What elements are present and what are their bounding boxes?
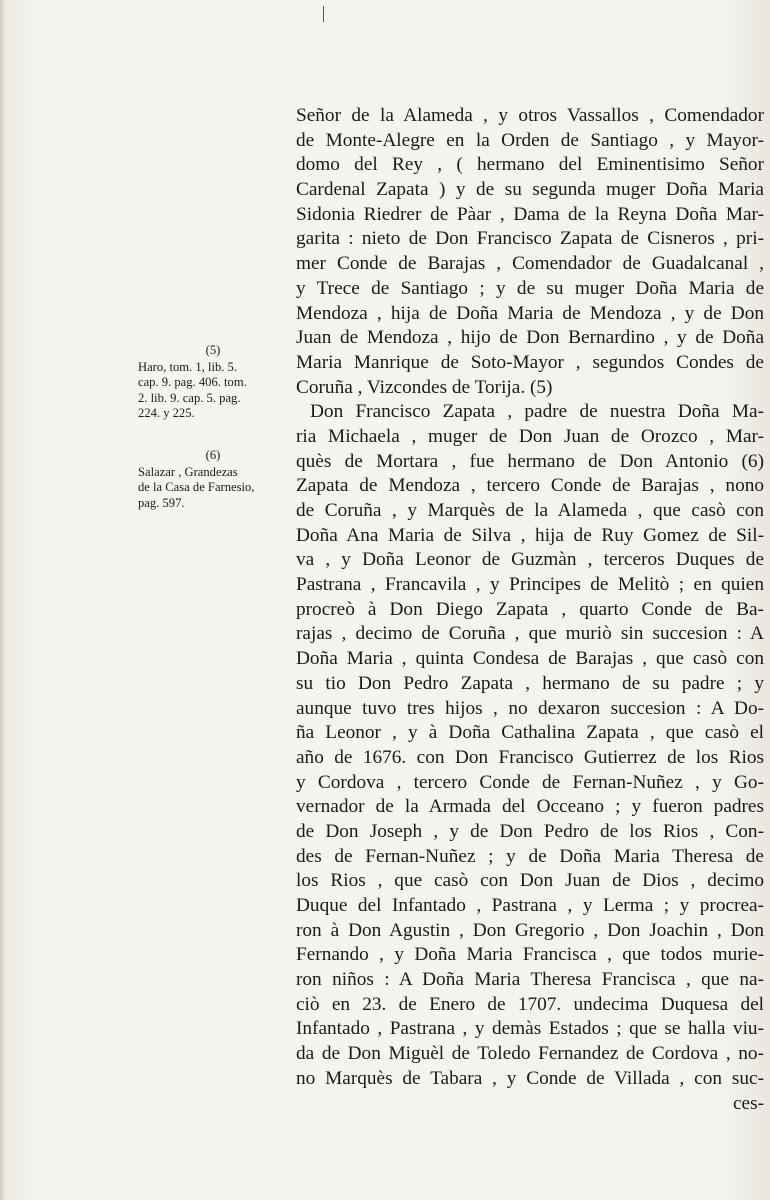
text-line: Pastrana , Francavila , y Principes de Melitò ; en quien [296, 574, 764, 596]
note-line: cap. 9. pag. 406. tom. [138, 375, 247, 389]
note-number: (5) [205, 343, 221, 357]
text-line: Coruña , Vizcondes de Torija. (5) [296, 376, 553, 398]
text-line: Señor de la Alameda , y otros Vassallos , Comendador [296, 105, 764, 126]
text-line: ña Leonor , y à Doña Cathalina Zapata , que casò el [296, 722, 764, 744]
note-line: 224. y 225. [138, 406, 195, 420]
text-line: Doña Maria , quinta Condesa de Barajas , que casò con [296, 648, 764, 670]
text-line: aunque tuvo tres hijos , no dexaron succesion : A Do- [296, 697, 764, 719]
note-line: 2. lib. 9. cap. 5. pag. [138, 390, 241, 405]
text-line: de Don Joseph , y de Don Pedro de los Rios , Con- [296, 820, 764, 842]
text-line: ron niños : A Doña Maria Theresa Francisca , que na- [296, 969, 764, 991]
text-line: y Cordova , tercero Conde de Fernan-Nuñez , y Go- [296, 771, 764, 793]
note-line: Salazar , Grandezas [138, 464, 238, 479]
text-line: los Rios , que casò con Don Juan de Dios , decimo [296, 870, 764, 892]
text-line: Duque del Infantado , Pastrana , y Lerma ; y procrea- [296, 895, 764, 916]
text-line: no Marquès de Tabara , y Conde de Villada , con suc- [296, 1067, 764, 1089]
text-line: Cardenal Zapata ) y de su segunda muger Doña Maria [296, 179, 764, 201]
text-line: Sidonia Riedrer de Pàar , Dama de la Reyna Doña Mar- [296, 203, 764, 225]
text-line: rajas , decimo de Coruña , que muriò sin succesion : A [296, 623, 764, 645]
note-line: pag. 597. [138, 495, 185, 510]
text-line: Juan de Mendoza , hijo de Don Bernardino , y de Doña [296, 327, 764, 349]
text-line: domo del Rey , ( hermano del Eminentisimo Señor [296, 154, 764, 176]
text-line: Fernando , y Doña Maria Francisca , que todos murie- [296, 944, 764, 966]
text-line: Zapata de Mendoza , tercero Conde de Barajas , nono [296, 475, 764, 497]
text-line: va , y Doña Leonor de Guzmàn , terceros Duques de [296, 549, 764, 571]
text-line: año de 1676. con Don Francisco Gutierrez de los Rios [296, 746, 764, 768]
text-line: ria Michaela , muger de Don Juan de Orozco , Mar- [296, 425, 764, 447]
text-line: vernador de la Armada del Occeano ; y fueron padres [296, 796, 764, 818]
note-line: de la Casa de Farnesio, [138, 480, 255, 494]
text-line: quès de Mortara , fue hermano de Don Antonio (6) [296, 450, 764, 472]
text-line: de Coruña , y Marquès de la Alameda , que casò con [296, 500, 764, 521]
text-line: mer Conde de Barajas , Comendador de Guadalcanal , [296, 253, 764, 275]
text-line: ron à Don Agustin , Don Gregorio , Don Joachin , Don [296, 919, 764, 941]
text-line: Mendoza , hija de Doña Maria de Mendoza , y de Don [296, 302, 764, 324]
marginal-note-5 [138, 343, 288, 422]
text-line: su tio Don Pedro Zapata , hermano de su padre ; y [296, 672, 764, 694]
text-line: Infantado , Pastrana , y demàs Estados ; que se halla viu- [296, 1018, 764, 1040]
text-line: Doña Ana Maria de Silva , hija de Ruy Gomez de Sil- [296, 524, 764, 546]
marginal-note-6 [138, 448, 288, 511]
top-margin-mark [323, 6, 324, 22]
text-line: da de Don Miguèl de Toledo Fernandez de Cordova , no- [296, 1043, 764, 1065]
text-line: des de Fernan-Nuñez ; y de Doña Maria Theresa de [296, 845, 764, 867]
note-number: (6) [205, 448, 221, 462]
text-line: y Trece de Santiago ; y de su muger Doña Maria de [296, 277, 764, 299]
text-line: Don Francisco Zapata , padre de nuestra Doña Ma- [310, 401, 764, 423]
text-line: procreò à Don Diego Zapata , quarto Conde de Ba- [296, 598, 764, 620]
page-gutter-shadow [0, 0, 6, 1200]
text-line: Maria Manrique de Soto-Mayor , segundos Condes de [296, 351, 764, 373]
text-line: de Monte-Alegre en la Orden de Santiago , y Mayor- [296, 129, 764, 151]
text-line: ciò en 23. de Enero de 1707. undecima Duquesa del [296, 993, 764, 1015]
catchword: ces- [732, 1092, 764, 1114]
note-line: Haro, tom. 1, lib. 5. [138, 359, 237, 374]
text-line: garita : nieto de Don Francisco Zapata de Cisneros , pri- [296, 228, 764, 250]
body-text [296, 104, 764, 1116]
